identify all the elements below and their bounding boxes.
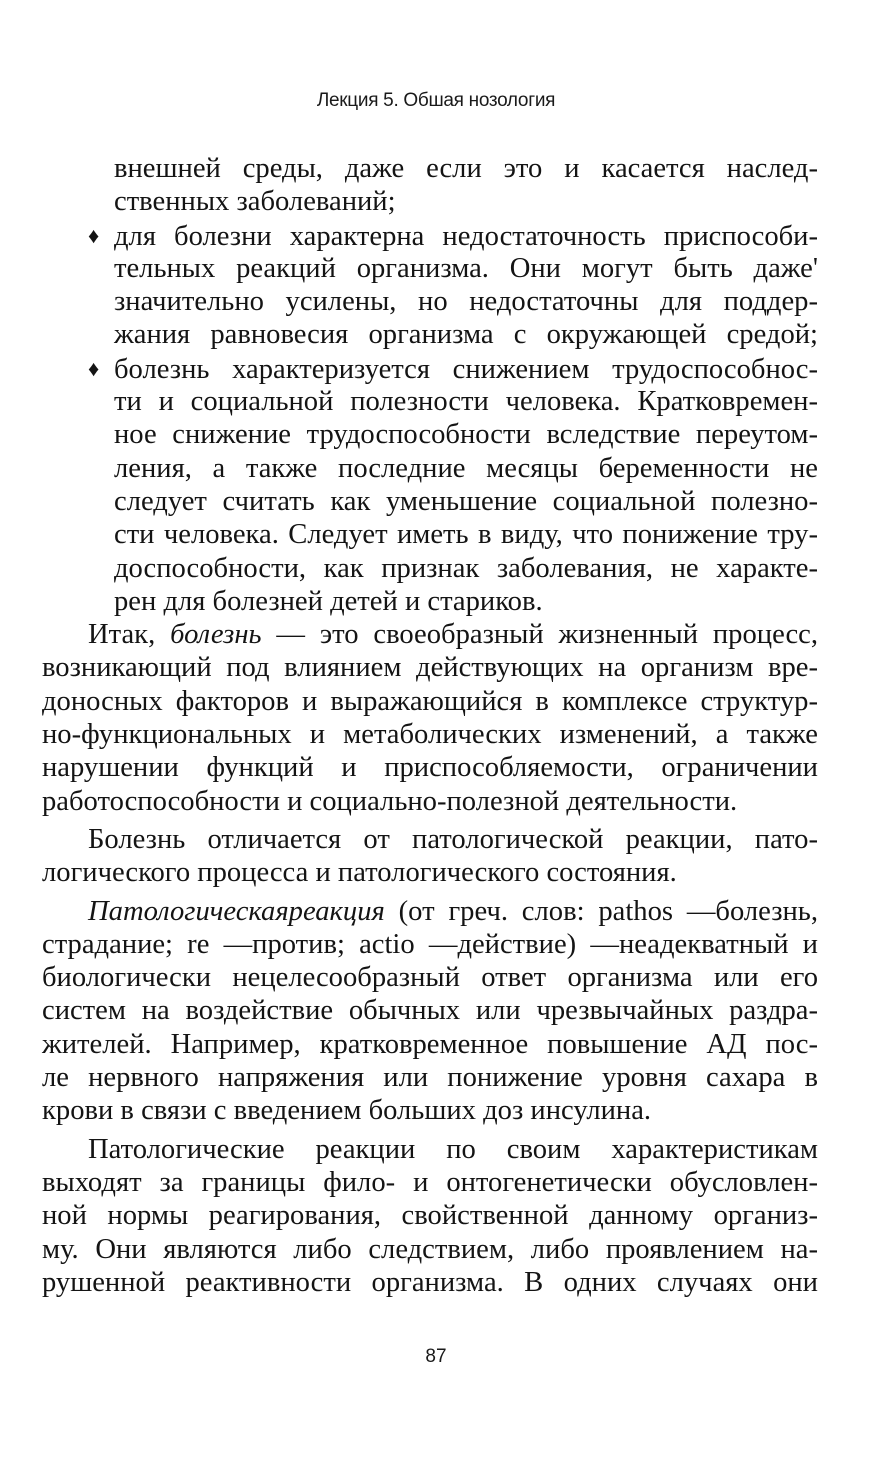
diamond-bullet-icon: ♦	[88, 355, 100, 381]
text-line: ти и социальной полезности человека. Кратковремен-	[114, 386, 818, 418]
term-italic: Патологическаяреакция	[88, 895, 385, 927]
term-italic: болезнь	[170, 619, 262, 651]
text-line: ления, а также последние месяцы беременности не	[114, 452, 818, 484]
text-line: доносных факторов и выражающийся в комплексе структур-	[42, 685, 818, 717]
paragraph-first-line: Итак, болезнь — это своеобразный жизненный процесс,	[88, 619, 818, 651]
text-line: тельных реакций организма. Они могут быть даже'	[114, 252, 818, 284]
text-line: биологически нецелесообразный ответ организма или его	[42, 962, 818, 994]
text-line: жания равновесия организма с окружающей средой;	[114, 319, 818, 351]
bullet-item-line	[42, 219, 818, 252]
text-line: сти человека. Следует иметь в виду, что понижение тру-	[114, 519, 818, 551]
text-line: для болезни характерна недостаточность приспособи-	[114, 220, 818, 252]
text-line: рушенной реактивности организма. В одних случаях они	[42, 1266, 818, 1298]
text-line: Патологические реакции по своим характеристикам	[88, 1133, 818, 1165]
text-line: Болезнь отличается от патологической реакции, пато-	[88, 823, 818, 855]
text-line: жителей. Например, кратковременное повышение АД пос-	[42, 1028, 818, 1060]
paragraph-first-line: Патологическаяреакция (от греч. слов: pathos —болезнь,	[88, 895, 818, 927]
text-line: нарушении функций и приспособляемости, ограничении	[42, 752, 818, 784]
diamond-bullet-icon: ♦	[88, 222, 100, 248]
bullet-item-line	[42, 352, 818, 385]
text-line: внешней среды, даже если это и касается наслед-	[114, 153, 818, 184]
text-line: ле нервного напряжения или понижение уровня сахара в	[42, 1062, 818, 1094]
text-line: болезнь характеризуется снижением трудоспособнос-	[114, 353, 818, 385]
page-number: 87	[425, 1346, 447, 1367]
text-line: возникающий под влиянием действующих на организм вре-	[42, 652, 818, 684]
text-line: систем на воздействие обычных или чрезвычайных раздра-	[42, 995, 818, 1027]
text-line: крови в связи с введением больших доз инсулина.	[42, 1095, 652, 1127]
text-line: логического процесса и патологического состояния.	[42, 857, 677, 889]
text-line: ное снижение трудоспособности вследствие переутом-	[114, 419, 818, 451]
text-line: рен для болезней детей и стариков.	[114, 585, 543, 617]
text-line: значительно усилены, но недостаточны для поддер-	[114, 286, 818, 318]
text-line: выходят за границы фило- и онтогенетически обусловлен-	[42, 1166, 818, 1198]
text-line: но-функциональных и метаболических изменений, а также	[42, 719, 818, 751]
running-head: Лекция 5. Обшая нозология	[316, 90, 556, 111]
text-line: доспособности, как признак заболевания, не характе-	[114, 552, 818, 584]
text-line: ственных заболеваний;	[114, 186, 396, 218]
text-line: следует считать как уменьшение социальной полезно-	[114, 485, 818, 517]
text-line: работоспособности и социально-полезной деятельности.	[42, 785, 738, 817]
text-line: страдание; re —против; actio —действие) —неадекватный и	[42, 928, 818, 960]
text-line: ной нормы реагирования, свойственной данному организ-	[42, 1200, 818, 1232]
body-text	[42, 152, 818, 1299]
text-line: му. Они являются либо следствием, либо проявлением на-	[42, 1233, 818, 1265]
